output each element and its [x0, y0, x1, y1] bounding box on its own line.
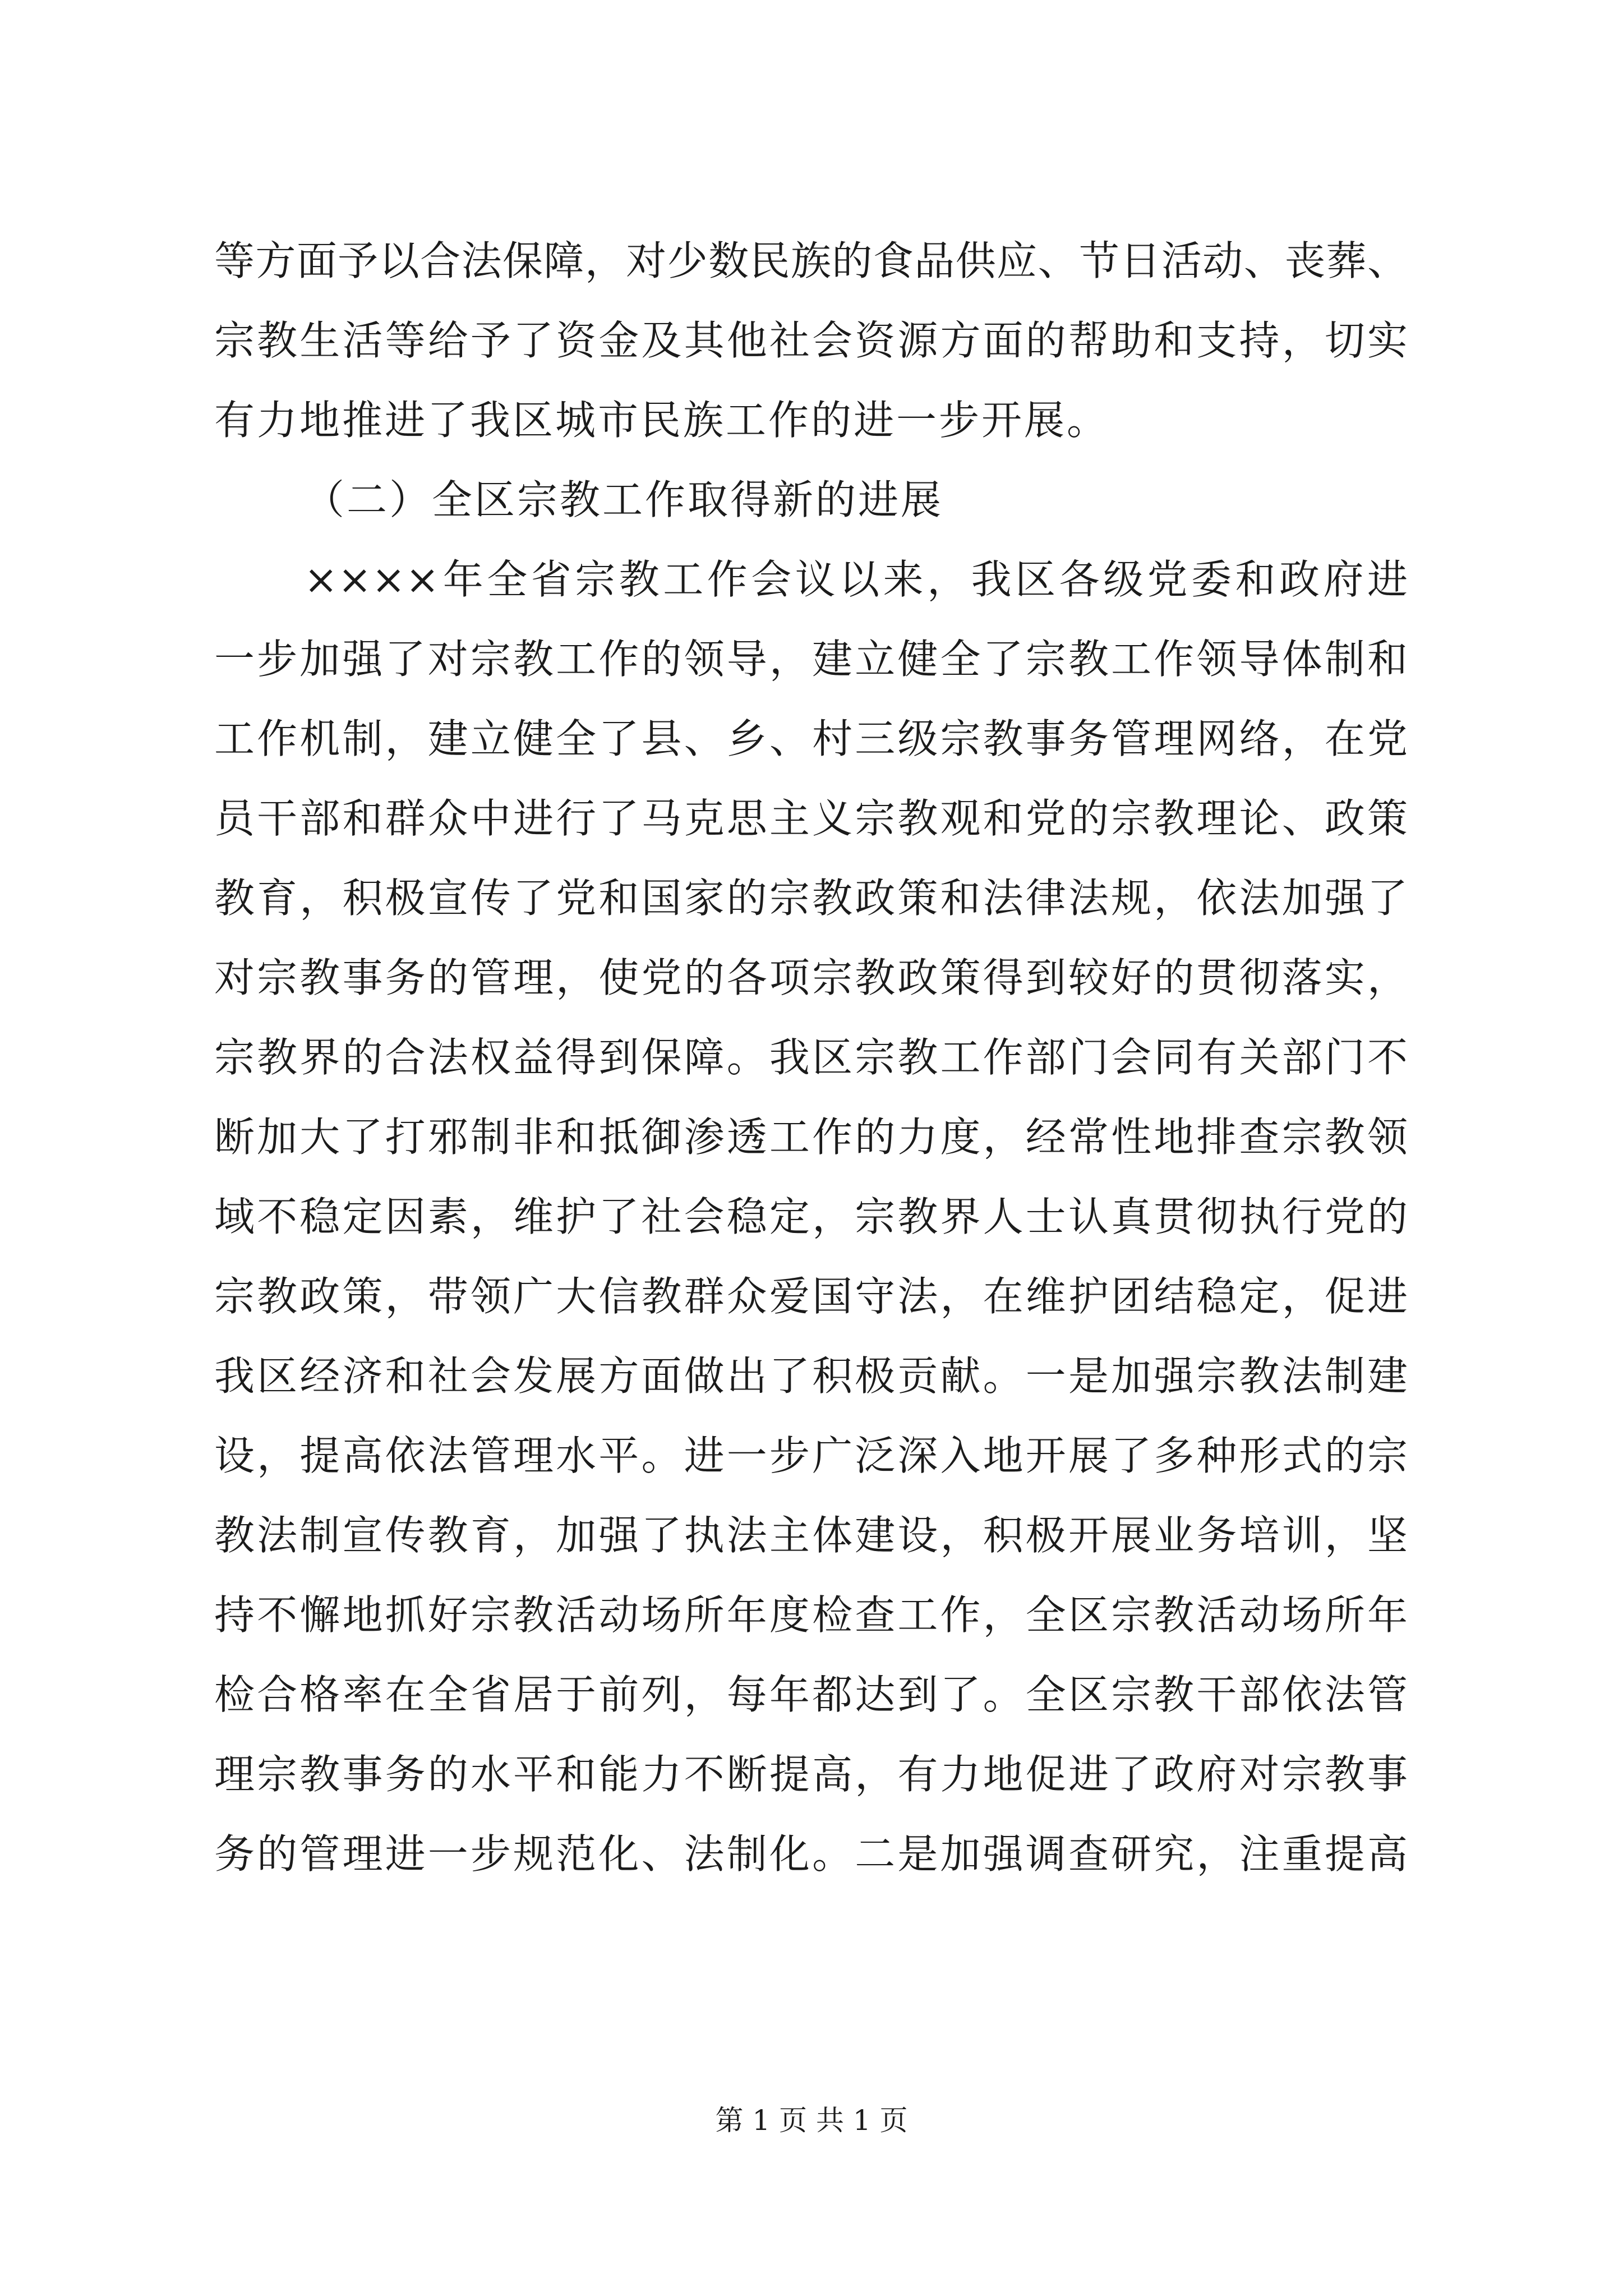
paragraph-line: 务的管理进一步规范化、法制化。二是加强调查研究，注重提高 [214, 1830, 1408, 1878]
paragraph-line: 宗教界的合法权益得到保障。我区宗教工作部门会同有关部门不 [214, 1034, 1408, 1081]
paragraph-line: 一步加强了对宗教工作的领导，建立健全了宗教工作领导体制和 [214, 636, 1408, 683]
paragraph-line: 教法制宣传教育，加强了执法主体建设，积极开展业务培训，坚 [214, 1512, 1408, 1559]
page-footer: 第 1 页 共 1 页 [715, 2104, 908, 2137]
paragraph-line: 域不稳定因素，维护了社会稳定，宗教界人士认真贯彻执行党的 [214, 1193, 1408, 1240]
paragraph-line: 对宗教事务的管理，使党的各项宗教政策得到较好的贯彻落实， [214, 954, 1408, 1001]
paragraph-line: 有力地推进了我区城市民族工作的进一步开展。 [214, 397, 1110, 444]
paragraph-line: 检合格率在全省居于前列，每年都达到了。全区宗教干部依法管 [214, 1671, 1408, 1718]
paragraph-line: 宗教生活等给予了资金及其他社会资源方面的帮助和支持，切实 [214, 317, 1408, 364]
paragraph-line: 设，提高依法管理水平。进一步广泛深入地开展了多种形式的宗 [214, 1432, 1408, 1479]
paragraph-line: 持不懈地抓好宗教活动场所年度检查工作，全区宗教活动场所年 [214, 1591, 1408, 1639]
document-body [214, 221, 1408, 1894]
paragraph-line: 教育，积极宣传了党和国家的宗教政策和法律法规，依法加强了 [214, 875, 1408, 922]
paragraph-line: ××××年全省宗教工作会议以来，我区各级党委和政府进 [304, 556, 1408, 603]
paragraph-line: 我区经济和社会发展方面做出了积极贡献。一是加强宗教法制建 [214, 1352, 1408, 1400]
paragraph-line: 理宗教事务的水平和能力不断提高，有力地促进了政府对宗教事 [214, 1751, 1408, 1798]
paragraph-line: 断加大了打邪制非和抵御渗透工作的力度，经常性地排查宗教领 [214, 1114, 1408, 1161]
paragraph-line: 宗教政策，带领广大信教群众爱国守法，在维护团结稳定，促进 [214, 1273, 1408, 1320]
paragraph-line: 等方面予以合法保障，对少数民族的食品供应、节日活动、丧葬、 [214, 237, 1408, 284]
section-heading: （二）全区宗教工作取得新的进展 [304, 476, 944, 523]
paragraph-line: 工作机制，建立健全了县、乡、村三级宗教事务管理网络，在党 [214, 715, 1408, 762]
paragraph-line: 员干部和群众中进行了马克思主义宗教观和党的宗教理论、政策 [214, 795, 1408, 842]
